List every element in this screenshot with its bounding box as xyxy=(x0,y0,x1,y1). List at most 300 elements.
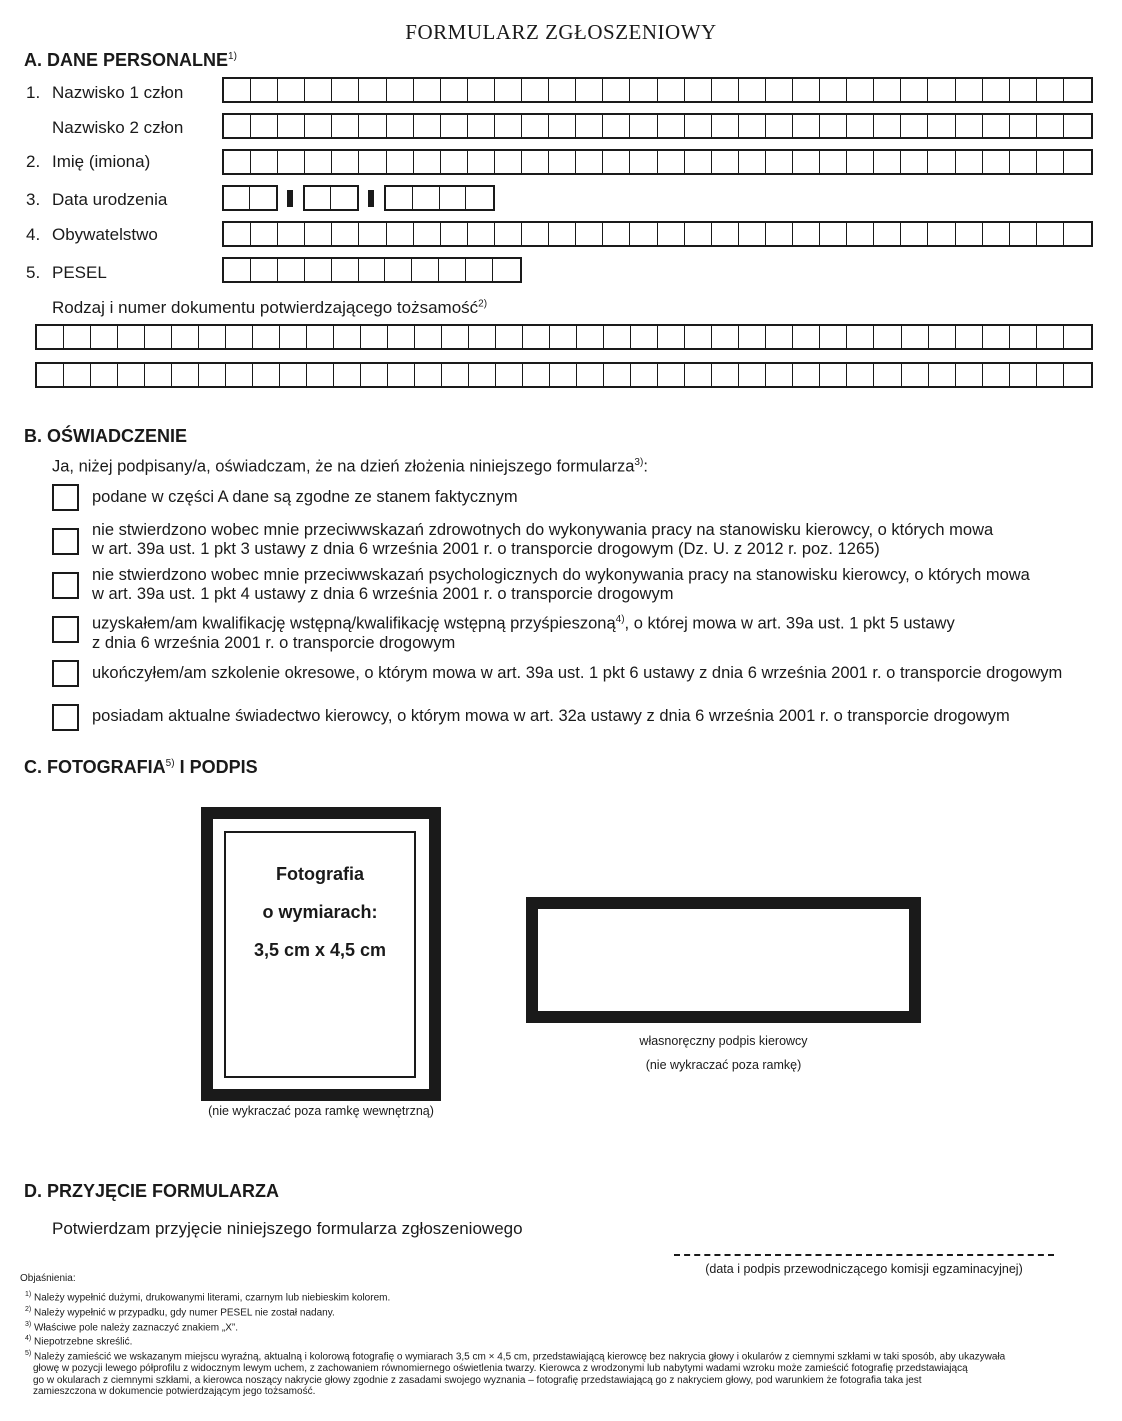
character-cell[interactable] xyxy=(280,364,307,386)
character-cell[interactable] xyxy=(37,326,64,348)
character-cell[interactable] xyxy=(466,259,493,281)
character-cell[interactable] xyxy=(523,364,550,386)
character-cell[interactable] xyxy=(224,223,251,245)
character-cell[interactable] xyxy=(983,223,1010,245)
declaration-line: podane w części A dane są zgodne ze stanem faktycznym xyxy=(92,488,518,506)
character-cell[interactable] xyxy=(820,223,847,245)
id-document-boxes-row1[interactable] xyxy=(35,324,1093,350)
character-cell[interactable] xyxy=(441,115,468,137)
character-cell[interactable] xyxy=(387,79,414,101)
declaration-text xyxy=(92,521,993,559)
character-cell[interactable] xyxy=(766,364,793,386)
character-cell[interactable] xyxy=(468,115,495,137)
character-cell[interactable] xyxy=(576,79,603,101)
character-cell[interactable] xyxy=(468,223,495,245)
character-cell[interactable] xyxy=(495,79,522,101)
character-cell[interactable] xyxy=(440,187,467,209)
character-cell[interactable] xyxy=(442,364,469,386)
photo-frame-inner[interactable] xyxy=(224,831,416,1078)
character-cell[interactable] xyxy=(630,79,657,101)
character-cell[interactable] xyxy=(332,259,359,281)
character-cell[interactable] xyxy=(658,326,685,348)
character-cell[interactable] xyxy=(469,364,496,386)
pesel-input-boxes[interactable] xyxy=(222,257,522,283)
photo-placeholder-line: 3,5 cm x 4,5 cm xyxy=(253,940,387,960)
character-cell[interactable] xyxy=(172,326,199,348)
character-cell[interactable] xyxy=(361,326,388,348)
character-cell[interactable] xyxy=(874,151,901,173)
footnote-ref-1: 1) xyxy=(228,51,237,62)
character-cell[interactable] xyxy=(522,115,549,137)
character-cell[interactable] xyxy=(685,79,712,101)
character-cell[interactable] xyxy=(956,223,983,245)
character-cell[interactable] xyxy=(604,364,631,386)
character-cell[interactable] xyxy=(847,115,874,137)
character-cell[interactable] xyxy=(251,115,278,137)
character-cell[interactable] xyxy=(550,364,577,386)
character-cell[interactable] xyxy=(1037,151,1064,173)
character-cell[interactable] xyxy=(658,223,685,245)
character-cell[interactable] xyxy=(226,364,253,386)
footnote-continuation: głowę w pozycji lewego półprofilu z widocznym lewym uchem, z zachowaniem równomiernego oświetlenia twarzy. Kierowca z wrodzonymi lub nabytymi wadami wzroku może zamieścić fotografię przedstawiającą xyxy=(33,1363,968,1375)
character-cell[interactable] xyxy=(224,151,251,173)
character-cell[interactable] xyxy=(118,326,145,348)
character-cell[interactable] xyxy=(712,223,739,245)
character-cell[interactable] xyxy=(1037,223,1064,245)
character-cell[interactable] xyxy=(412,259,439,281)
character-cell[interactable] xyxy=(251,79,278,101)
character-cell[interactable] xyxy=(658,79,685,101)
surname2-input-boxes[interactable] xyxy=(222,113,1093,139)
character-cell[interactable] xyxy=(495,151,522,173)
character-cell[interactable] xyxy=(929,364,956,386)
character-cell[interactable] xyxy=(493,259,520,281)
character-cell[interactable] xyxy=(278,79,305,101)
character-cell[interactable] xyxy=(1064,115,1091,137)
character-cell[interactable] xyxy=(928,151,955,173)
character-cell[interactable] xyxy=(576,151,603,173)
character-cell[interactable] xyxy=(766,151,793,173)
character-cell[interactable] xyxy=(1037,115,1064,137)
birth-day-boxes[interactable] xyxy=(222,185,278,211)
declaration-checkbox[interactable] xyxy=(52,528,79,555)
character-cell[interactable] xyxy=(874,326,901,348)
character-cell[interactable] xyxy=(91,326,118,348)
footnote-continuation: go w okularach z ciemnymi szkłami, a kierowca noszący nakrycie głowy zgodnie z zasadami swojego wyznania – fotografię przedstawiającą go z nakryciem głowy, pod warunkiem że fotografia taka jest xyxy=(33,1374,922,1386)
character-cell[interactable] xyxy=(439,259,466,281)
character-cell[interactable] xyxy=(414,79,441,101)
character-cell[interactable] xyxy=(253,364,280,386)
declaration-checkbox[interactable] xyxy=(52,660,79,687)
character-cell[interactable] xyxy=(847,223,874,245)
character-cell[interactable] xyxy=(1010,326,1037,348)
character-cell[interactable] xyxy=(387,223,414,245)
character-cell[interactable] xyxy=(902,364,929,386)
character-cell[interactable] xyxy=(359,223,386,245)
declaration-text xyxy=(92,610,955,653)
character-cell[interactable] xyxy=(928,115,955,137)
footnote-item xyxy=(25,1304,1105,1319)
citizenship-input-boxes[interactable] xyxy=(222,221,1093,247)
character-cell[interactable] xyxy=(278,115,305,137)
name-label: Imię (imiona) xyxy=(52,152,151,171)
character-cell[interactable] xyxy=(496,364,523,386)
character-cell[interactable] xyxy=(1010,151,1037,173)
declaration-checkbox[interactable] xyxy=(52,616,79,643)
character-cell[interactable] xyxy=(1010,79,1037,101)
footnote-ref-5: 5) xyxy=(165,758,175,769)
declaration-line: nie stwierdzono wobec mnie przeciwwskazań zdrowotnych do wykonywania pracy na stanowisku kierowcy, o których mowa xyxy=(92,521,994,539)
character-cell[interactable] xyxy=(766,115,793,137)
character-cell[interactable] xyxy=(359,115,386,137)
character-cell[interactable] xyxy=(1010,364,1037,386)
character-cell[interactable] xyxy=(441,151,468,173)
character-cell[interactable] xyxy=(739,151,766,173)
character-cell[interactable] xyxy=(441,79,468,101)
character-cell[interactable] xyxy=(118,364,145,386)
declaration-line: posiadam aktualne świadectwo kierowcy, o którym mowa w art. 32a ustawy z dnia 6 września 2001 r. o transporcie drogowym xyxy=(92,707,1010,725)
character-cell[interactable] xyxy=(630,115,657,137)
character-cell[interactable] xyxy=(387,151,414,173)
birth-year-boxes[interactable] xyxy=(384,185,495,211)
character-cell[interactable] xyxy=(224,115,251,137)
character-cell[interactable] xyxy=(1064,79,1091,101)
section-a-heading xyxy=(24,50,237,71)
declaration-intro-text: Ja, niżej podpisany/a, oświadczam, że na dzień złożenia niniejszego formularza xyxy=(52,457,635,476)
character-cell[interactable] xyxy=(1037,79,1064,101)
character-cell[interactable] xyxy=(766,223,793,245)
character-cell[interactable] xyxy=(603,79,630,101)
character-cell[interactable] xyxy=(739,115,766,137)
character-cell[interactable] xyxy=(305,223,332,245)
declaration-intro xyxy=(52,453,648,477)
character-cell[interactable] xyxy=(414,223,441,245)
character-cell[interactable] xyxy=(901,115,928,137)
character-cell[interactable] xyxy=(253,326,280,348)
character-cell[interactable] xyxy=(334,326,361,348)
character-cell[interactable] xyxy=(712,79,739,101)
footnote-text: Niepotrzebne skreślić. xyxy=(34,1336,133,1348)
character-cell[interactable] xyxy=(901,223,928,245)
footnote-item xyxy=(25,1289,1105,1304)
footnote-item xyxy=(25,1348,1105,1363)
character-cell[interactable] xyxy=(549,79,576,101)
character-cell[interactable] xyxy=(495,115,522,137)
character-cell[interactable] xyxy=(522,79,549,101)
date-separator xyxy=(287,190,293,207)
declaration-checkbox[interactable] xyxy=(52,484,79,511)
declaration-line: w art. 39a ust. 1 pkt 4 ustawy z dnia 6 września 2001 r. o transporcie drogowym xyxy=(92,585,674,603)
id-document-label-text: Rodzaj i numer dokumentu potwierdzającego tożsamość xyxy=(52,298,479,317)
section-b-heading: B. OŚWIADCZENIE xyxy=(24,426,188,446)
character-cell[interactable] xyxy=(199,326,226,348)
character-cell[interactable] xyxy=(145,364,172,386)
character-cell[interactable] xyxy=(388,364,415,386)
character-cell[interactable] xyxy=(874,364,901,386)
character-cell[interactable] xyxy=(172,364,199,386)
character-cell[interactable] xyxy=(64,364,91,386)
declaration-line: z dnia 6 września 2001 r. o transporcie drogowym xyxy=(92,633,456,652)
character-cell[interactable] xyxy=(332,223,359,245)
character-cell[interactable] xyxy=(305,115,332,137)
character-cell[interactable] xyxy=(387,115,414,137)
character-cell[interactable] xyxy=(334,364,361,386)
footnote-text: Należy wypełnić w przypadku, gdy numer PESEL nie został nadany. xyxy=(34,1307,335,1319)
character-cell[interactable] xyxy=(442,326,469,348)
character-cell[interactable] xyxy=(630,223,657,245)
character-cell[interactable] xyxy=(928,79,955,101)
declaration-text xyxy=(92,566,1030,604)
declaration-checkbox[interactable] xyxy=(52,704,79,731)
character-cell[interactable] xyxy=(793,79,820,101)
declaration-line: w art. 39a ust. 1 pkt 3 ustawy z dnia 6 września 2001 r. o transporcie drogowym (Dz. U. z 2012 r. poz. 1265) xyxy=(92,540,880,558)
character-cell[interactable] xyxy=(468,151,495,173)
character-cell[interactable] xyxy=(631,326,658,348)
character-cell[interactable] xyxy=(658,151,685,173)
section-a-heading-text: A. DANE PERSONALNE xyxy=(24,50,229,70)
character-cell[interactable] xyxy=(251,259,278,281)
character-cell[interactable] xyxy=(280,326,307,348)
declaration-text xyxy=(92,707,1010,726)
character-cell[interactable] xyxy=(37,364,64,386)
photo-caption: (nie wykraczać poza ramkę wewnętrzną) xyxy=(208,1104,434,1118)
character-cell[interactable] xyxy=(549,115,576,137)
character-cell[interactable] xyxy=(956,364,983,386)
character-cell[interactable] xyxy=(415,326,442,348)
character-cell[interactable] xyxy=(603,223,630,245)
character-cell[interactable] xyxy=(495,223,522,245)
character-cell[interactable] xyxy=(874,79,901,101)
character-cell[interactable] xyxy=(847,326,874,348)
character-cell[interactable] xyxy=(332,79,359,101)
character-cell[interactable] xyxy=(929,326,956,348)
character-cell[interactable] xyxy=(983,151,1010,173)
character-cell[interactable] xyxy=(522,223,549,245)
character-cell[interactable] xyxy=(956,115,983,137)
footnote-number: 5) xyxy=(25,1350,32,1358)
character-cell[interactable] xyxy=(359,79,386,101)
character-cell[interactable] xyxy=(305,259,332,281)
character-cell[interactable] xyxy=(956,151,983,173)
signature-caption-note: (nie wykraczać poza ramkę) xyxy=(645,1058,802,1072)
character-cell[interactable] xyxy=(739,79,766,101)
name-input-boxes[interactable] xyxy=(222,149,1093,175)
citizenship-label: Obywatelstwo xyxy=(52,225,158,244)
character-cell[interactable] xyxy=(820,115,847,137)
character-cell[interactable] xyxy=(630,151,657,173)
character-cell[interactable] xyxy=(307,364,334,386)
character-cell[interactable] xyxy=(901,151,928,173)
id-document-label xyxy=(52,298,487,318)
character-cell[interactable] xyxy=(415,364,442,386)
character-cell[interactable] xyxy=(359,259,386,281)
character-cell[interactable] xyxy=(658,115,685,137)
character-cell[interactable] xyxy=(604,326,631,348)
character-cell[interactable] xyxy=(658,364,685,386)
character-cell[interactable] xyxy=(1064,223,1091,245)
footnote-ref-2: 2) xyxy=(478,298,488,310)
character-cell[interactable] xyxy=(1010,115,1037,137)
character-cell[interactable] xyxy=(983,79,1010,101)
character-cell[interactable] xyxy=(739,326,766,348)
character-cell[interactable] xyxy=(250,187,276,209)
character-cell[interactable] xyxy=(793,115,820,137)
character-cell[interactable] xyxy=(496,326,523,348)
footnote-text: Należy wypełnić dużymi, drukowanymi literami, czarnym lub niebieskim kolorem. xyxy=(34,1292,391,1304)
character-cell[interactable] xyxy=(603,151,630,173)
character-cell[interactable] xyxy=(1037,326,1064,348)
declaration-line-part: , o której mowa w art. 39a ust. 1 pkt 5 ustawy xyxy=(624,614,955,633)
character-cell[interactable] xyxy=(766,79,793,101)
footnote-ref-3: 3) xyxy=(634,457,644,468)
character-cell[interactable] xyxy=(332,151,359,173)
character-cell[interactable] xyxy=(468,79,495,101)
character-cell[interactable] xyxy=(712,326,739,348)
character-cell[interactable] xyxy=(224,187,250,209)
declaration-text xyxy=(92,488,518,507)
character-cell[interactable] xyxy=(305,187,331,209)
character-cell[interactable] xyxy=(224,259,251,281)
character-cell[interactable] xyxy=(414,151,441,173)
character-cell[interactable] xyxy=(441,223,468,245)
character-cell[interactable] xyxy=(331,187,357,209)
character-cell[interactable] xyxy=(820,364,847,386)
character-cell[interactable] xyxy=(1064,151,1091,173)
signature-box[interactable] xyxy=(526,897,921,1023)
character-cell[interactable] xyxy=(305,79,332,101)
character-cell[interactable] xyxy=(847,364,874,386)
character-cell[interactable] xyxy=(820,151,847,173)
birth-date-label: Data urodzenia xyxy=(52,190,168,209)
footnote-text: Właściwe pole należy zaznaczyć znakiem „X”. xyxy=(34,1321,238,1333)
character-cell[interactable] xyxy=(576,115,603,137)
signature-caption: własnoręczny podpis kierowcy xyxy=(639,1034,808,1048)
character-cell[interactable] xyxy=(251,151,278,173)
character-cell[interactable] xyxy=(386,187,413,209)
surname1-input-boxes[interactable] xyxy=(222,77,1093,103)
character-cell[interactable] xyxy=(64,326,91,348)
character-cell[interactable] xyxy=(469,326,496,348)
character-cell[interactable] xyxy=(685,364,712,386)
field-number-2: 2. xyxy=(26,152,41,171)
character-cell[interactable] xyxy=(251,223,278,245)
declaration-checkbox[interactable] xyxy=(52,572,79,599)
field-number-5: 5. xyxy=(26,263,41,282)
declaration-line-part: uzyskałem/am kwalifikację wstępną/kwalifikację wstępną przyśpieszoną xyxy=(92,614,616,633)
character-cell[interactable] xyxy=(983,115,1010,137)
character-cell[interactable] xyxy=(224,79,251,101)
character-cell[interactable] xyxy=(385,259,412,281)
character-cell[interactable] xyxy=(901,79,928,101)
character-cell[interactable] xyxy=(549,223,576,245)
character-cell[interactable] xyxy=(820,79,847,101)
character-cell[interactable] xyxy=(550,326,577,348)
footnotes-list xyxy=(25,1289,1105,1398)
character-cell[interactable] xyxy=(226,326,253,348)
character-cell[interactable] xyxy=(983,326,1010,348)
section-c-heading-text: I PODPIS xyxy=(174,757,258,777)
character-cell[interactable] xyxy=(956,79,983,101)
section-c-heading xyxy=(24,757,258,778)
character-cell[interactable] xyxy=(766,326,793,348)
character-cell[interactable] xyxy=(145,326,172,348)
character-cell[interactable] xyxy=(793,364,820,386)
birth-month-boxes[interactable] xyxy=(303,185,359,211)
character-cell[interactable] xyxy=(361,364,388,386)
character-cell[interactable] xyxy=(603,115,630,137)
character-cell[interactable] xyxy=(332,115,359,137)
character-cell[interactable] xyxy=(91,364,118,386)
character-cell[interactable] xyxy=(874,223,901,245)
character-cell[interactable] xyxy=(278,259,305,281)
character-cell[interactable] xyxy=(359,151,386,173)
character-cell[interactable] xyxy=(631,364,658,386)
character-cell[interactable] xyxy=(847,151,874,173)
character-cell[interactable] xyxy=(685,326,712,348)
character-cell[interactable] xyxy=(739,223,766,245)
character-cell[interactable] xyxy=(712,115,739,137)
character-cell[interactable] xyxy=(820,326,847,348)
footnote-number: 2) xyxy=(25,1305,32,1313)
footnote-item xyxy=(25,1319,1105,1334)
declaration-text xyxy=(92,664,1062,683)
character-cell[interactable] xyxy=(793,151,820,173)
character-cell[interactable] xyxy=(928,223,955,245)
character-cell[interactable] xyxy=(874,115,901,137)
character-cell[interactable] xyxy=(577,326,604,348)
character-cell[interactable] xyxy=(199,364,226,386)
character-cell[interactable] xyxy=(739,364,766,386)
character-cell[interactable] xyxy=(793,223,820,245)
character-cell[interactable] xyxy=(1010,223,1037,245)
character-cell[interactable] xyxy=(685,223,712,245)
id-document-boxes-row2[interactable] xyxy=(35,362,1093,388)
character-cell[interactable] xyxy=(576,223,603,245)
character-cell[interactable] xyxy=(956,326,983,348)
character-cell[interactable] xyxy=(793,326,820,348)
character-cell[interactable] xyxy=(983,364,1010,386)
character-cell[interactable] xyxy=(305,151,332,173)
character-cell[interactable] xyxy=(685,115,712,137)
character-cell[interactable] xyxy=(712,151,739,173)
footnote-continuation: zamieszczona w dokumencie potwierdzającym jego tożsamość. xyxy=(33,1386,316,1398)
character-cell[interactable] xyxy=(902,326,929,348)
chairman-signature-caption: (data i podpis przewodniczącego komisji egzaminacyjnej) xyxy=(705,1262,1023,1276)
character-cell[interactable] xyxy=(522,151,549,173)
character-cell[interactable] xyxy=(549,151,576,173)
character-cell[interactable] xyxy=(577,364,604,386)
character-cell[interactable] xyxy=(466,187,493,209)
photo-placeholder-line: o wymiarach: xyxy=(262,902,378,922)
character-cell[interactable] xyxy=(1064,326,1091,348)
section-c-heading-text: C. FOTOGRAFIA xyxy=(24,757,166,777)
character-cell[interactable] xyxy=(414,115,441,137)
character-cell[interactable] xyxy=(307,326,334,348)
character-cell[interactable] xyxy=(712,364,739,386)
photo-placeholder-line: Fotografia xyxy=(276,864,364,884)
character-cell[interactable] xyxy=(685,151,712,173)
surname2-label: Nazwisko 2 człon xyxy=(52,118,184,137)
character-cell[interactable] xyxy=(1037,364,1064,386)
character-cell[interactable] xyxy=(523,326,550,348)
character-cell[interactable] xyxy=(388,326,415,348)
character-cell[interactable] xyxy=(413,187,440,209)
character-cell[interactable] xyxy=(278,223,305,245)
character-cell[interactable] xyxy=(847,79,874,101)
footnotes-heading: Objaśnienia: xyxy=(20,1273,76,1284)
character-cell[interactable] xyxy=(1064,364,1091,386)
character-cell[interactable] xyxy=(278,151,305,173)
